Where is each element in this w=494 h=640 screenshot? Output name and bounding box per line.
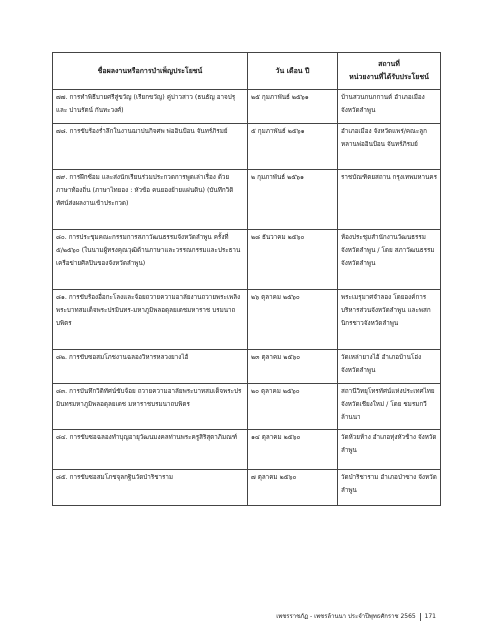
row-date: ๒๐ ตุลาคม ๒๕๖๐ — [248, 384, 338, 430]
header-event: ชื่อผลงานหรือการบำเพ็ญประโยชน์ — [53, 53, 248, 90]
row-date: ๒๘ ธันวาคม ๒๕๖๐ — [248, 230, 338, 290]
row-place: วัดห้วยห้าง อำเภอทุ่งหัวช้าง จังหวัดลำพูน — [338, 430, 441, 470]
row-event: ๘๐. การประชุมคณะกรรมการสภาวัฒนธรรมจังหวัดลำพูน ครั้งที่ ๕/๒๕๖๐ (ในนามผู้ทรงคุณวุฒิด้านภาษาและวรรณกรรมและประธานเครือข่ายศิลปินของจังหวัดลำพูน) — [53, 230, 248, 290]
table-row — [53, 290, 441, 350]
row-date: ๕ กุมภาพันธ์ ๒๕๖๑ — [248, 124, 338, 170]
header-date: วัน เดือน ปี — [248, 53, 338, 90]
table-row — [53, 430, 441, 470]
table-row — [53, 124, 441, 170]
row-date: ๒๖ ตุลาคม ๒๕๖๐ — [248, 290, 338, 350]
row-place: สถานีวิทยุโทรทัศน์แห่งประเทศไทย จังหวัดเชียงใหม่ / โดย ชมรมกวีล้านนา — [338, 384, 441, 430]
table-row — [53, 170, 441, 230]
table-header-row — [53, 53, 441, 90]
achievements-table — [52, 52, 441, 506]
table-row — [53, 470, 441, 506]
row-place: ราชบัณฑิตยสถาน กรุงเทพมหานคร — [338, 170, 441, 230]
row-place: พระเมรุมาศจำลอง โดยองค์การบริหารส่วนจังหวัดลำพูน และพสกนิกรชาวจังหวัดลำพูน — [338, 290, 441, 350]
header-place-line1: สถานที่ — [378, 60, 400, 68]
table-row — [53, 350, 441, 384]
footer-divider — [420, 613, 421, 621]
header-place — [338, 53, 441, 90]
row-place: วัดเหล่ายางไฮ้ อำเภอบ้านโฮ่ง จังหวัดลำพูน — [338, 350, 441, 384]
row-place: บ้านสวนกนกกานต์ อำเภอเมือง จังหวัดลำพูน — [338, 90, 441, 124]
footer-text: เพชรราชภัฏ - เพชรล้านนา ประจำปีพุทธศักราช 2565 — [276, 613, 416, 620]
row-place: อำเภอเมือง จังหวัดแพร่/คณะลูกหลานพ่ออินป้อน จันทร์ภิรมย์ — [338, 124, 441, 170]
row-event: ๘๔. การขับซอฉลองทำบุญอายุวัฒนมงคลท่านพระครูสิริสุตาภิมณฑ์ — [53, 430, 248, 470]
table-row — [53, 384, 441, 430]
row-date: ๒ กุมภาพันธ์ ๒๕๖๑ — [248, 170, 338, 230]
row-event: ๘๒. การขับซอสมโภชงานฉลองวิหารหลวงยางไฮ้ — [53, 350, 248, 384]
header-place-line2: หน่วยงานที่ได้รับประโยชน์ — [349, 73, 429, 81]
table-row — [53, 90, 441, 124]
row-event: ๘๕. การขับซอสมโภชจุลกฐินวัดป่าริชาราม — [53, 470, 248, 506]
row-event: ๘๓. การบันทึกวิดิทัศน์ขับจ้อย ถวายความอาลัยพระบาทสมเด็จพระปรมินทรมหาภูมิพลอดุลยเดช มหาราชบรมนาถบพิตร — [53, 384, 248, 430]
row-event: ๘๑. การขับร้องอื่อกะโลงและจ้อยถวายความอาลัยงานถวายพระเพลิงพระบาทสมเด็จพระปรมินทร-มหาภูมิพลอดุลยเดชมหาราช บรมนาถบพิตร — [53, 290, 248, 350]
page-number: 171 — [424, 613, 436, 620]
row-date: ๒๕ กุมภาพันธ์ ๒๕๖๑ — [248, 90, 338, 124]
row-date: ๗ ตุลาคม ๒๕๖๐ — [248, 470, 338, 506]
row-event: ๗๗. การทำพิธีบายศรีสู่ขวัญ (เรียกขวัญ) คู่บ่าวสาว (ธนธัญ อาจปรุ และ ปานรัตน์ กันทะวงศ์) — [53, 90, 248, 124]
row-event: ๗๙. การฝึกซ้อม และส่งนักเรียนร่วมประกวดการพูดเล่าเรื่อง ด้วยภาษาท้องถิ่น (ภาษาไทยอง : หัวข้อ คนยองย้ายแผ่นดิน) (บันทึกวิดิทัศน์ส่งผลงานเข้าประกวด) — [53, 170, 248, 230]
row-date: ๒๓ ตุลาคม ๒๕๖๐ — [248, 350, 338, 384]
row-place: วัดป่าริชาราม อำเภอป่าซาง จังหวัดลำพูน — [338, 470, 441, 506]
page-footer — [250, 611, 436, 621]
row-event: ๗๘. การขับร้องร่ำลึกในงานฌาปนกิจศพ พ่ออินป้อน จันทร์ภิรมย์ — [53, 124, 248, 170]
table-row — [53, 230, 441, 290]
row-date: ๑๔ ตุลาคม ๒๕๖๐ — [248, 430, 338, 470]
row-place: ห้องประชุมสำนักงานวัฒนธรรมจังหวัดลำพูน / โดย สภาวัฒนธรรมจังหวัดลำพูน — [338, 230, 441, 290]
